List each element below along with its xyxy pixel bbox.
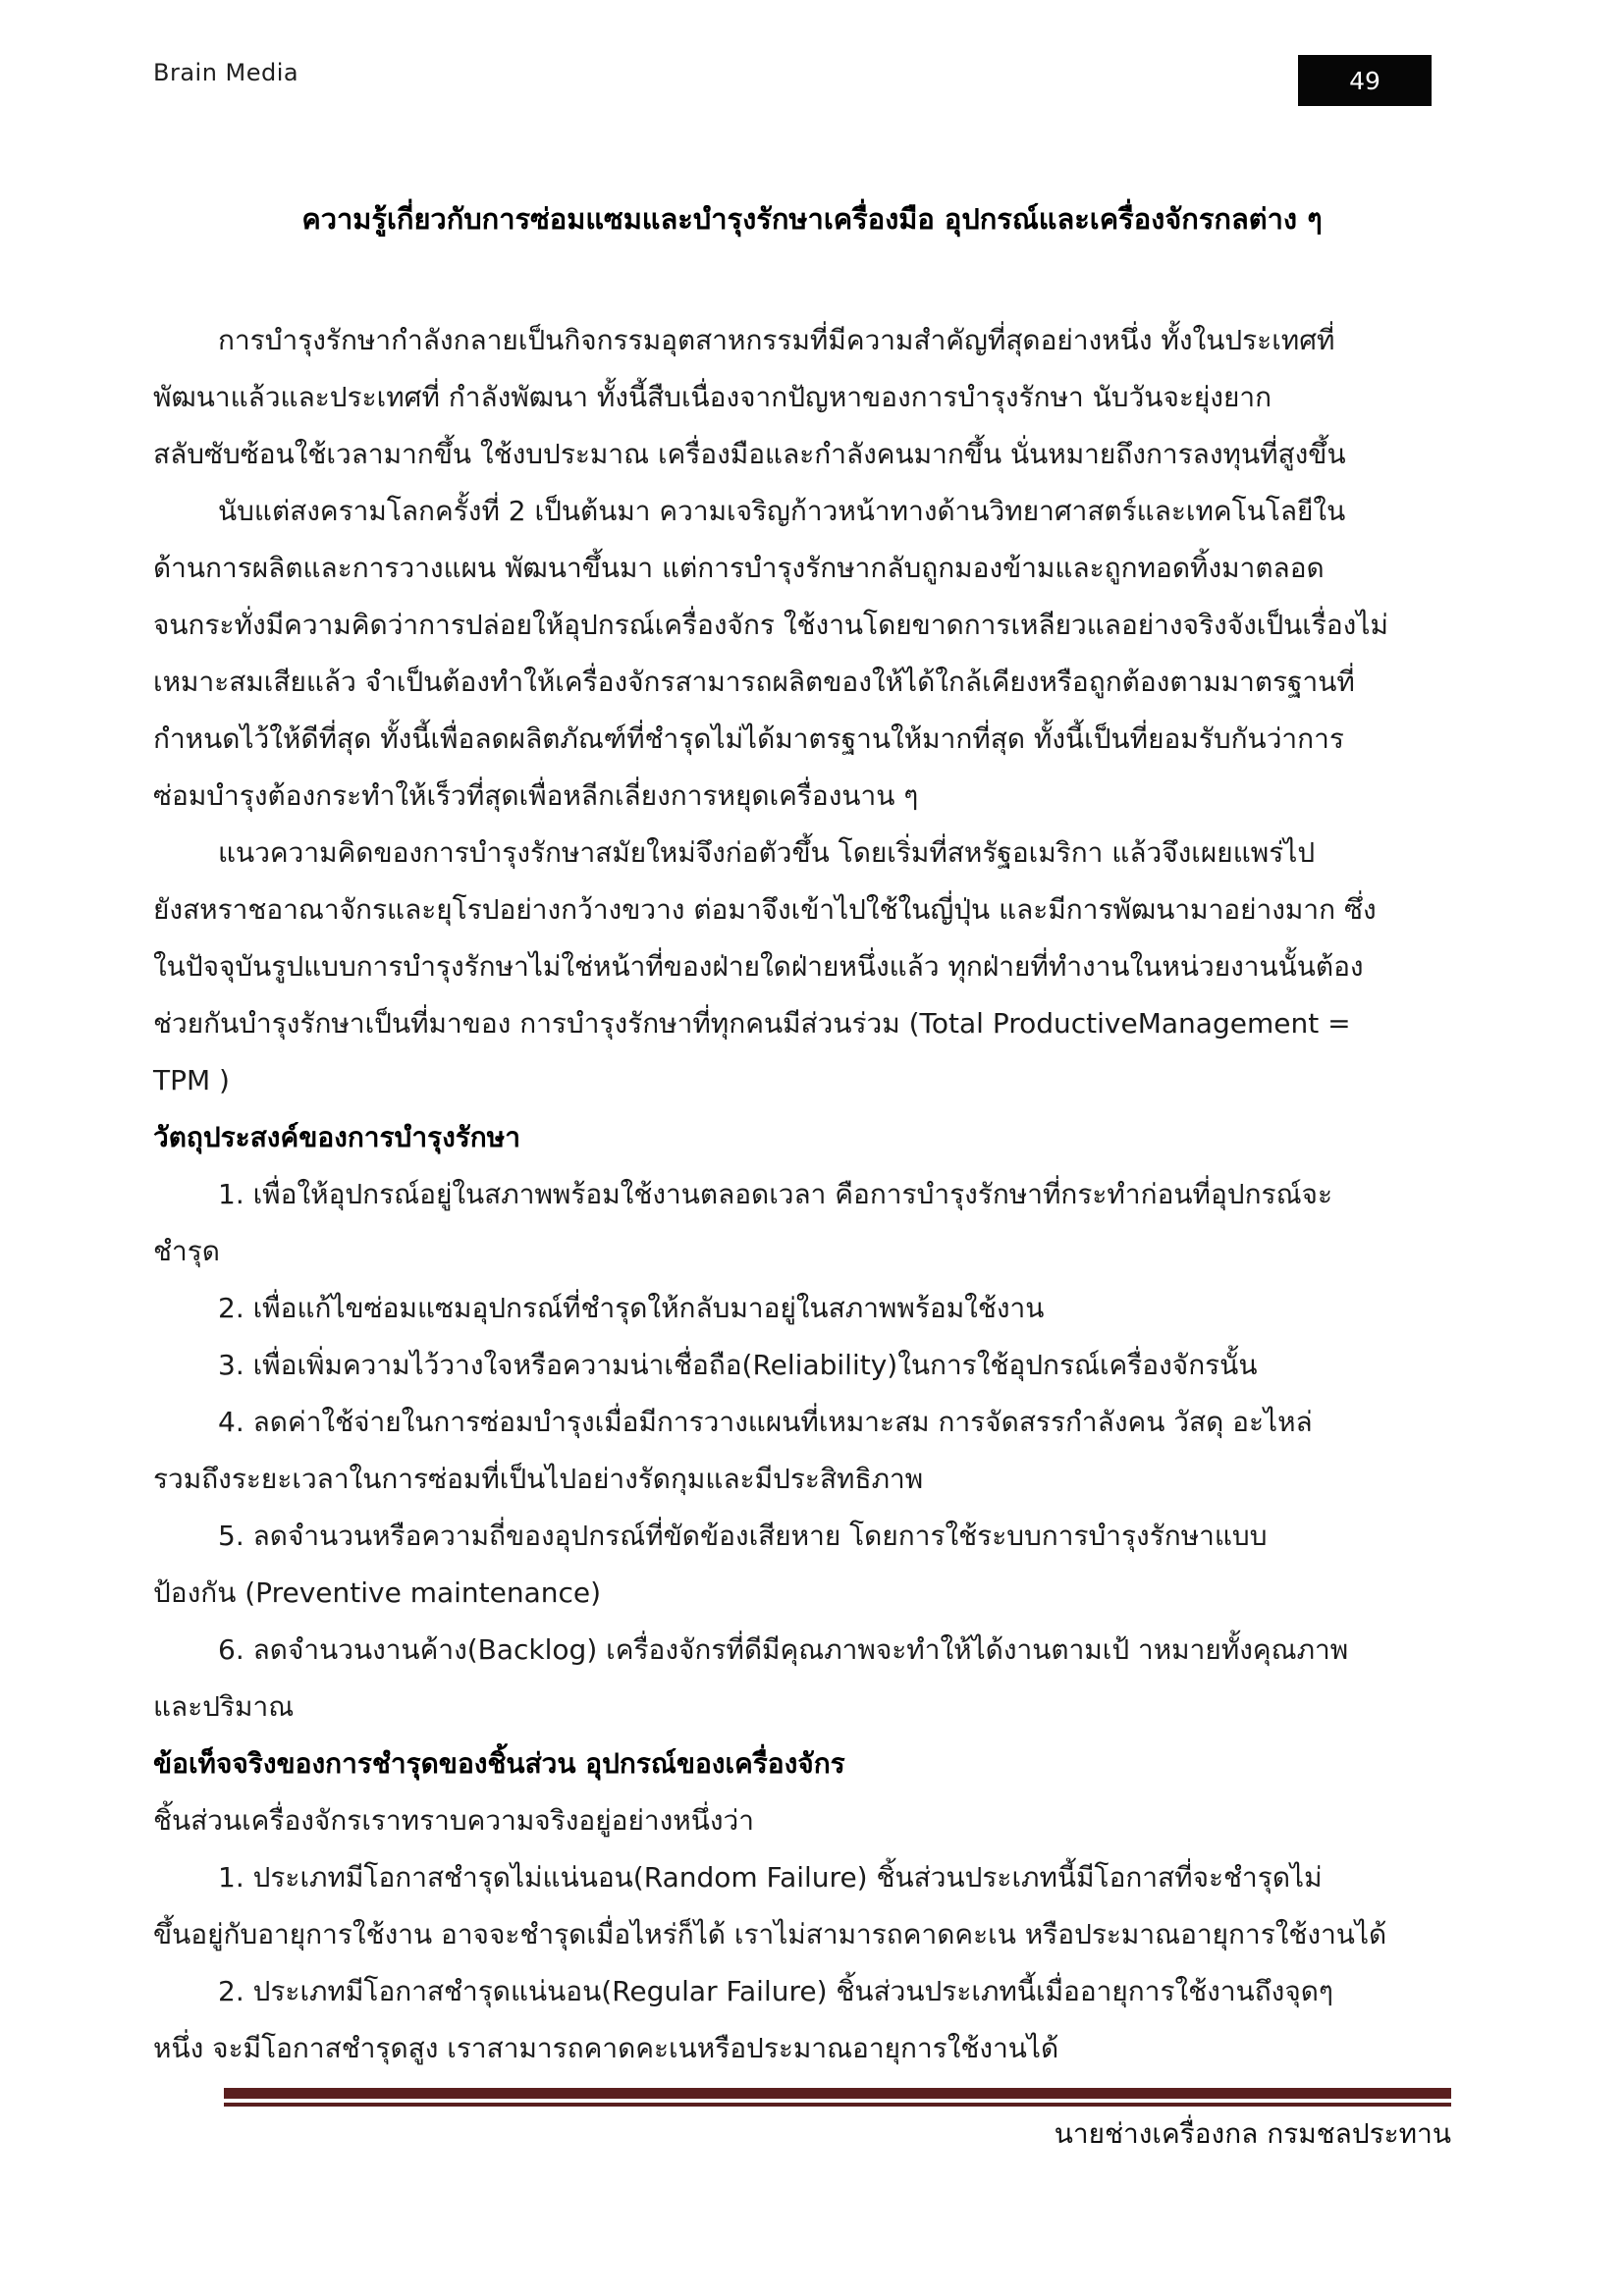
text-line: 5. ลดจำนวนหรือความถี่ของอุปกรณ์ที่ขัดข้องเสียหาย โดยการใช้ระบบการบำรุงรักษาแบบ	[218, 1520, 1268, 1552]
text-line: 1. เพื่อให้อุปกรณ์อยู่ในสภาพพร้อมใช้งานตลอดเวลา คือการบำรุงรักษาที่กระทำก่อนที่อุปกรณ์จะ	[218, 1178, 1332, 1210]
text-line: และปริมาณ	[153, 1690, 295, 1723]
text-line: หนึ่ง จะมีโอกาสชำรุดสูง เราสามารถคาดคะเนหรือประมาณอายุการใช้งานได้	[153, 2032, 1059, 2064]
body-text	[153, 312, 1477, 2077]
section-heading: ข้อเท็จจริงของการชำรุดของชิ้นส่วน อุปกรณ์ของเครื่องจักร	[153, 1747, 845, 1780]
text-line: 2. ประเภทมีโอกาสชำรุดแน่นอน(Regular Failure) ชิ้นส่วนประเภทนี้เมื่ออายุการใช้งานถึงจุดๆ	[218, 1975, 1333, 2007]
text-line: ซ่อมบำรุงต้องกระทำให้เร็วที่สุดเพื่อหลีกเลี่ยงการหยุดเครื่องนาน ๆ	[153, 779, 919, 812]
text-line: กำหนดไว้ให้ดีที่สุด ทั้งนี้เพื่อลดผลิตภัณฑ์ที่ชำรุดไม่ได้มาตรฐานให้มากที่สุด ทั้งนี้เป็นที่ยอมรับกันว่าการ	[153, 722, 1344, 755]
text-line: จนกระทั่งมีความคิดว่าการปล่อยให้อุปกรณ์เครื่องจักร ใช้งานโดยขาดการเหลียวแลอย่างจริงจังเป็นเรื่องไม่	[153, 609, 1388, 641]
page-title: ความรู้เกี่ยวกับการซ่อมแซมและบำรุงรักษาเครื่องมือ อุปกรณ์และเครื่องจักรกลต่าง ๆ	[301, 202, 1323, 236]
text-line: ชำรุด	[153, 1235, 220, 1267]
text-line: การบำรุงรักษากำลังกลายเป็นกิจกรรมอุตสาหกรรมที่มีความสำคัญที่สุดอย่างหนึ่ง ทั้งในประเทศที่	[218, 324, 1335, 356]
text-line: นับแต่สงครามโลกครั้งที่ 2 เป็นต้นมา ความเจริญก้าวหน้าทางด้านวิทยาศาสตร์และเทคโนโลยีใน	[218, 495, 1346, 527]
brand-label: Brain Media	[153, 59, 299, 86]
text-line: ขึ้นอยู่กับอายุการใช้งาน อาจจะชำรุดเมื่อไหร่ก็ได้ เราไม่สามารถคาดคะเน หรือประมาณอายุการใช้งานได้	[153, 1918, 1387, 1950]
text-line: 4. ลดค่าใช้จ่ายในการซ่อมบำรุงเมื่อมีการวางแผนที่เหมาะสม การจัดสรรกำลังคน วัสดุ อะไหล่	[218, 1406, 1313, 1438]
text-line: 6. ลดจำนวนงานค้าง(Backlog) เครื่องจักรที่ดีมีคุณภาพจะทำให้ได้งานตามเป้ าหมายทั้งคุณภาพ	[218, 1633, 1349, 1666]
page-number: 49	[1349, 66, 1380, 95]
text-line: รวมถึงระยะเวลาในการซ่อมที่เป็นไปอย่างรัดกุมและมีประสิทธิภาพ	[153, 1463, 924, 1495]
footer-rule-thin	[224, 2103, 1451, 2107]
text-line: พัฒนาแล้วและประเทศที่ กำลังพัฒนา ทั้งนี้สืบเนื่องจากปัญหาของการบำรุงรักษา นับวันจะยุ่งยาก	[153, 381, 1272, 413]
text-line: เหมาะสมเสียแล้ว จำเป็นต้องทำให้เครื่องจักรสามารถผลิตของให้ได้ใกล้เคียงหรือถูกต้องตามมาตรฐานที่	[153, 666, 1355, 698]
text-line: ในปัจจุบันรูปแบบการบำรุงรักษาไม่ใช่หน้าที่ของฝ่ายใดฝ่ายหนึ่งแล้ว ทุกฝ่ายที่ทำงานในหน่วยงานนั้นต้อง	[153, 950, 1364, 983]
text-line: TPM )	[153, 1064, 230, 1096]
text-line: 3. เพื่อเพิ่มความไว้วางใจหรือความน่าเชื่อถือ(Reliability)ในการใช้อุปกรณ์เครื่องจักรนั้น	[218, 1349, 1258, 1381]
footer-credit: นายช่างเครื่องกล กรมชลประทาน	[1054, 2117, 1451, 2150]
section-heading: วัตถุประสงค์ของการบำรุงรักษา	[153, 1121, 520, 1153]
text-line: แนวความคิดของการบำรุงรักษาสมัยใหม่จึงก่อตัวขึ้น โดยเริ่มที่สหรัฐอเมริกา แล้วจึงเผยแพร่ไป	[218, 836, 1316, 869]
text-line: สลับซับซ้อนใช้เวลามากขึ้น ใช้งบประมาณ เครื่องมือและกำลังคนมากขึ้น นั่นหมายถึงการลงทุนที่สูงขึ้น	[153, 438, 1346, 470]
page-number-badge	[1298, 55, 1432, 106]
text-line: 2. เพื่อแก้ไขซ่อมแซมอุปกรณ์ที่ชำรุดให้กลับมาอยู่ในสภาพพร้อมใช้งาน	[218, 1292, 1045, 1324]
text-line: ป้องกัน (Preventive maintenance)	[153, 1576, 602, 1609]
footer-rule-thick	[224, 2088, 1451, 2099]
text-line: ชิ้นส่วนเครื่องจักรเราทราบความจริงอยู่อย่างหนึ่งว่า	[153, 1804, 754, 1837]
text-line: 1. ประเภทมีโอกาสชำรุดไม่แน่นอน(Random Failure) ชิ้นส่วนประเภทนี้มีโอกาสที่จะชำรุดไม่	[218, 1861, 1323, 1894]
text-line: ยังสหราชอาณาจักรและยุโรปอย่างกว้างขวาง ต่อมาจึงเข้าไปใช้ในญี่ปุ่น และมีการพัฒนามาอย่างมาก ซึ่ง	[153, 893, 1377, 926]
text-line: ช่วยกันบำรุงรักษาเป็นที่มาของ การบำรุงรักษาที่ทุกคนมีส่วนร่วม (Total ProductiveManagement =	[153, 1007, 1351, 1040]
text-line: ด้านการผลิตและการวางแผน พัฒนาขึ้นมา แต่การบำรุงรักษากลับถูกมองข้ามและถูกทอดทิ้งมาตลอด	[153, 552, 1325, 584]
